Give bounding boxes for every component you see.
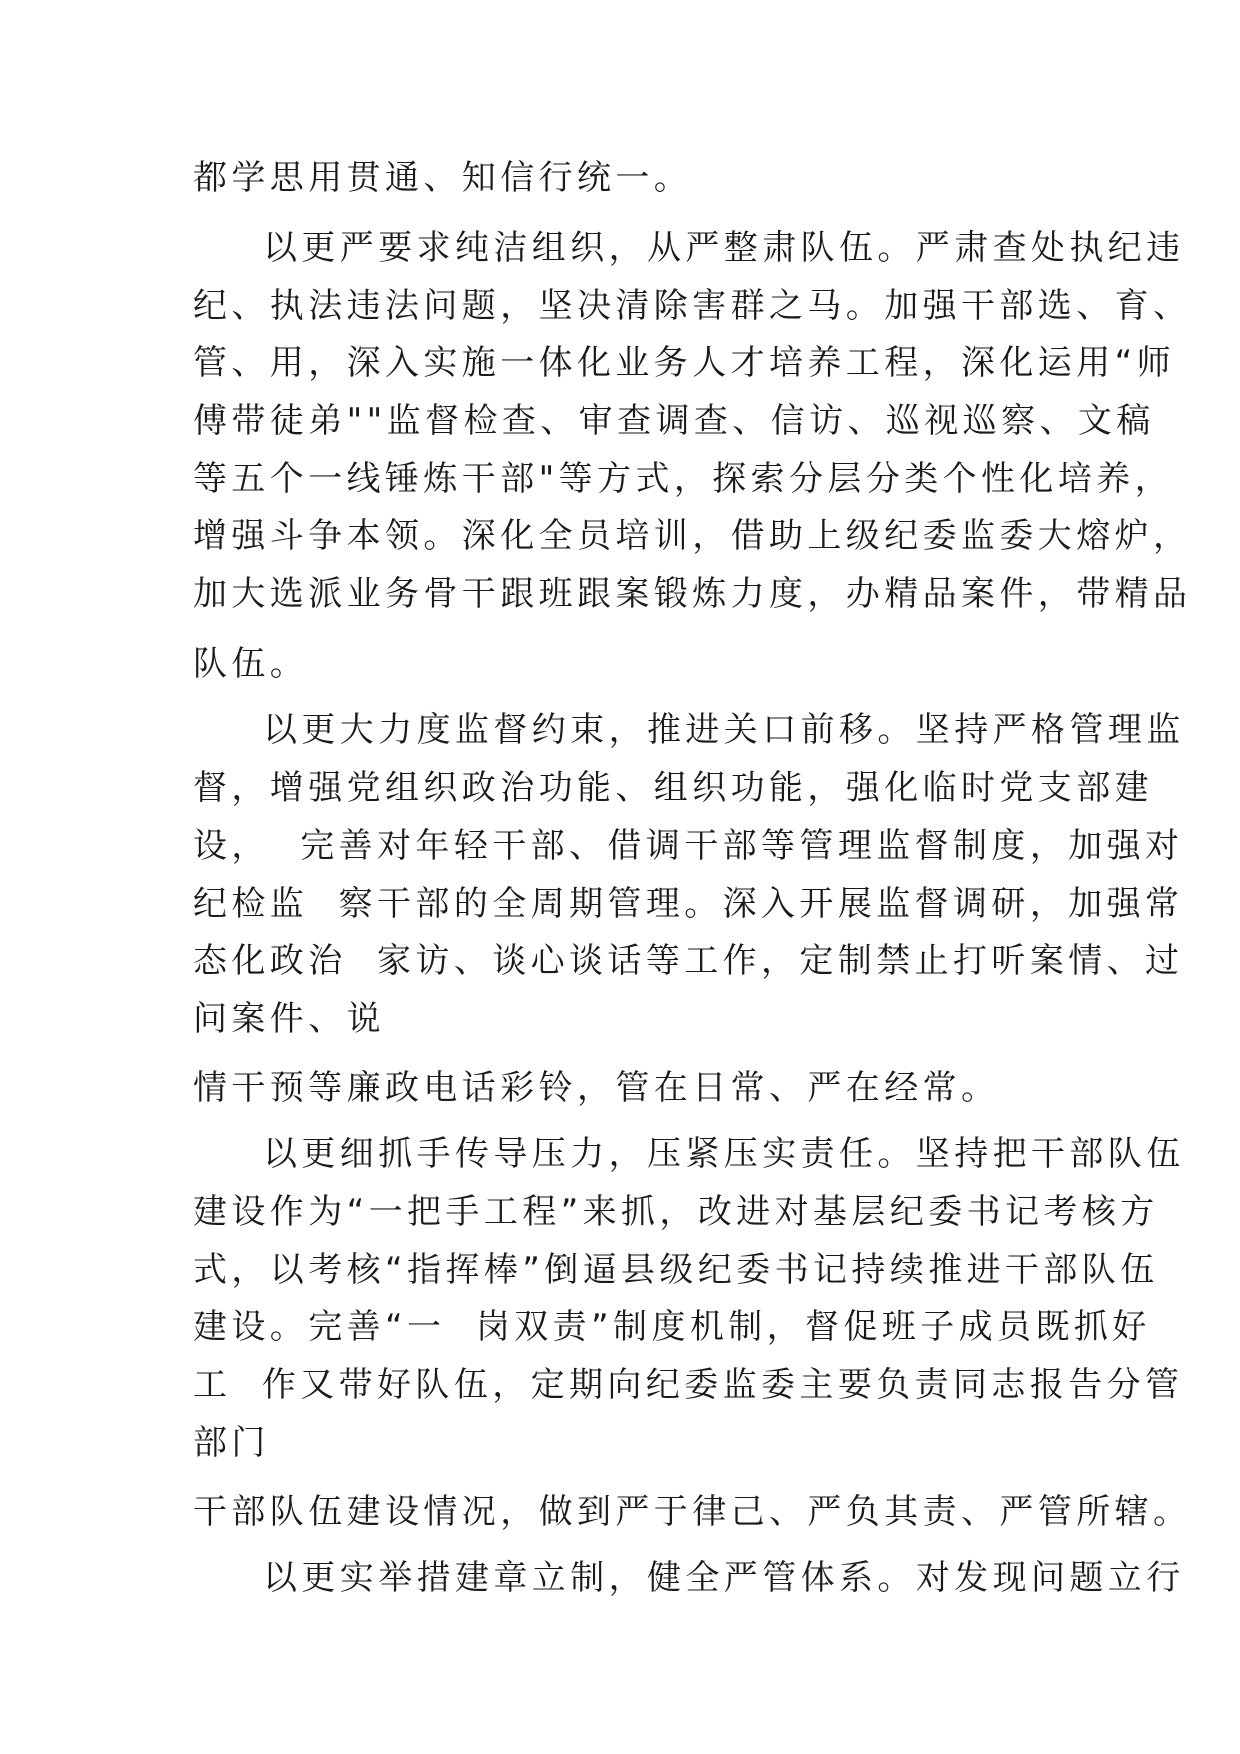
paragraph-start-line: 以更实举措建章立制，健全严管体系。对发现问题立行 [263, 1558, 1185, 1598]
text-line: 管、用，深入实施一体化业务人才培养工程，深化运用“师 [193, 343, 1176, 383]
text-line: 纪、执法违法问题，坚决清除害群之马。加强干部选、育、 [193, 286, 1192, 326]
text-line: 部门 [193, 1423, 270, 1463]
text-line: 情干预等廉政电话彩铃，管在日常、严在经常。 [193, 1068, 1000, 1108]
paragraph-start-line: 以更大力度监督约束，推进关口前移。坚持严格管理监 [263, 710, 1185, 750]
text-line: 督，增强党组织政治功能、组织功能，强化临时党支部建 [193, 768, 1153, 808]
text-line: 傅带徒弟""监督检查、审查调查、信访、巡视巡察、文稿 [193, 401, 1155, 441]
text-line: 都学思用贯通、知信行统一。 [193, 158, 693, 198]
text-line: 队伍。 [193, 644, 309, 684]
text-line: 态化政治 家访、谈心谈话等工作，定制禁止打听案情、过 [193, 941, 1184, 981]
text-line: 工 作又带好队伍，定期向纪委监委主要负责同志报告分管 [193, 1365, 1184, 1405]
paragraph-start-line: 以更细抓手传导压力，压紧压实责任。坚持把干部队伍 [263, 1134, 1185, 1174]
text-line: 纪检监 察干部的全周期管理。深入开展监督调研，加强常 [193, 884, 1184, 924]
text-line: 式，以考核“指挥棒”倒逼县级纪委书记持续推进干部队伍 [193, 1250, 1159, 1290]
text-line: 等五个一线锤炼干部"等方式，探索分层分类个性化培养， [193, 459, 1174, 499]
text-line: 设， 完善对年轻干部、借调干部等管理监督制度，加强对 [193, 826, 1184, 866]
paragraph-start-line: 以更严要求纯洁组织，从严整肃队伍。严肃查处执纪违 [263, 228, 1185, 268]
text-line: 加大选派业务骨干跟班跟案锻炼力度，办精品案件，带精品 [193, 574, 1192, 614]
text-line: 干部队伍建设情况，做到严于律己、严负其责、严管所辖。 [193, 1492, 1192, 1532]
text-line: 建设。完善“一 岗双责”制度机制，督促班子成员既抓好 [193, 1307, 1151, 1347]
text-line: 建设作为“一把手工程”来抓，改进对基层纪委书记考核方 [193, 1192, 1159, 1232]
text-line: 问案件、说 [193, 999, 385, 1039]
text-line: 增强斗争本领。深化全员培训，借助上级纪委监委大熔炉， [193, 516, 1192, 556]
